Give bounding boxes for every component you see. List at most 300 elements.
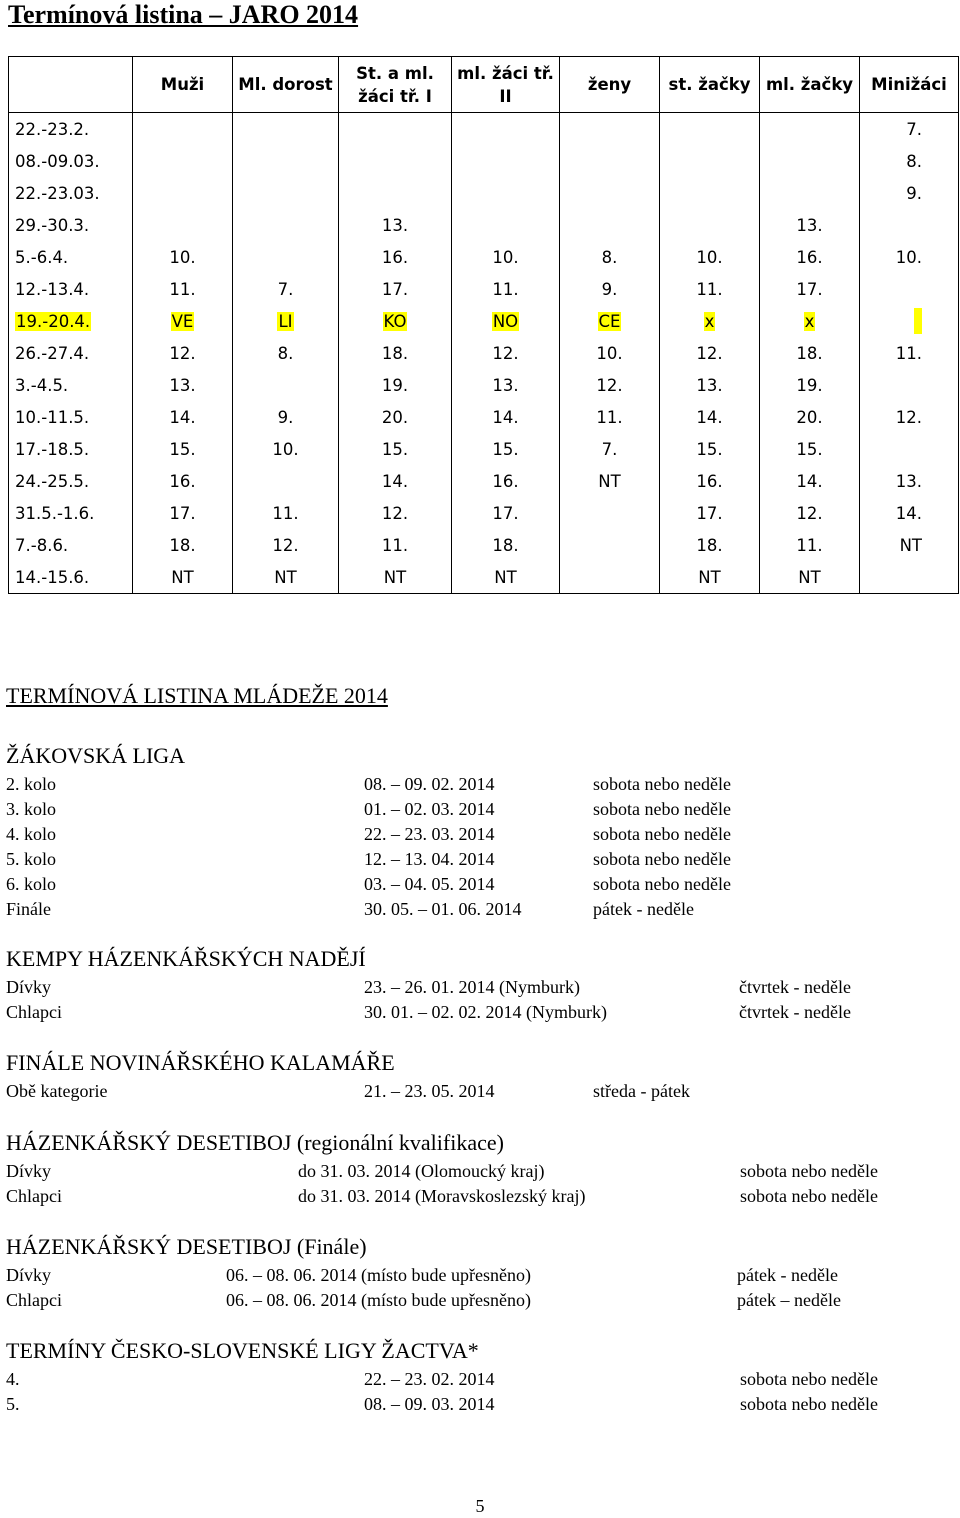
table-cell-text: 13. xyxy=(796,215,823,235)
table-cell-text: 20. xyxy=(796,407,823,427)
table-row xyxy=(9,497,959,529)
row-date xyxy=(9,337,133,369)
table-cell xyxy=(860,369,959,401)
column-header-date xyxy=(9,57,133,113)
table-cell-text: 18. xyxy=(381,343,409,363)
row-date-text: 7.-8.6. xyxy=(15,535,69,555)
table-cell xyxy=(339,561,452,594)
table-cell-text: 11. xyxy=(169,279,196,299)
page-title: Termínová listina – JARO 2014 xyxy=(8,0,359,29)
table-cell-text: 12. xyxy=(596,375,623,395)
table-cell xyxy=(133,369,233,401)
table-cell xyxy=(339,497,452,529)
item-days: sobota nebo neděle xyxy=(593,849,731,869)
table-cell xyxy=(860,561,959,594)
table-cell xyxy=(860,113,959,146)
row-date xyxy=(9,561,133,594)
table-cell-text: 7. xyxy=(906,119,922,139)
table-cell-text: 11. xyxy=(895,343,922,363)
item-label: Obě kategorie xyxy=(6,1081,108,1101)
table-cell xyxy=(339,241,452,273)
item-date: 01. – 02. 03. 2014 xyxy=(364,799,495,819)
table-cell xyxy=(760,305,860,337)
table-cell xyxy=(560,433,660,465)
row-date-text: 31.5.-1.6. xyxy=(15,503,95,523)
item-days: sobota nebo neděle xyxy=(593,824,731,844)
row-date xyxy=(9,465,133,497)
table-cell-text: 18. xyxy=(796,343,823,363)
table-cell-text: 14. xyxy=(492,407,519,427)
table-cell xyxy=(133,273,233,305)
table-cell-text: NT xyxy=(899,535,922,555)
table-cell-text: 8. xyxy=(906,151,922,171)
table-cell-text: 15. xyxy=(492,439,519,459)
table-cell xyxy=(760,273,860,305)
table-cell xyxy=(560,177,660,209)
table-cell-text: 10. xyxy=(895,247,922,267)
column-header: Ml. dorost xyxy=(233,57,339,113)
table-cell xyxy=(452,561,560,594)
table-cell-text: 14. xyxy=(895,503,922,523)
item-days: sobota nebo neděle xyxy=(593,874,731,894)
item-days: sobota nebo neděle xyxy=(740,1394,878,1414)
table-cell xyxy=(133,209,233,241)
item-date: 12. – 13. 04. 2014 xyxy=(364,849,495,869)
table-cell-text: 12. xyxy=(381,503,409,523)
table-cell-text: 11. xyxy=(492,279,519,299)
table-cell-text: 16. xyxy=(381,247,409,267)
row-date-text: 22.-23.03. xyxy=(15,183,100,203)
table-cell-text: 8. xyxy=(277,343,294,363)
table-cell xyxy=(233,337,339,369)
table-cell-text: 14. xyxy=(169,407,196,427)
table-cell-text: 12. xyxy=(796,503,823,523)
item-date: 08. – 09. 02. 2014 xyxy=(364,774,495,794)
table-cell xyxy=(452,273,560,305)
item-label: 5. kolo xyxy=(6,849,57,869)
row-date xyxy=(9,433,133,465)
table-cell xyxy=(660,433,760,465)
table-cell xyxy=(233,433,339,465)
column-header: Minižáci xyxy=(860,57,959,113)
table-cell xyxy=(560,529,660,561)
table-cell-text: 7. xyxy=(277,279,294,299)
table-cell xyxy=(339,465,452,497)
table-cell-text: 15. xyxy=(796,439,823,459)
zakovska-heading: ŽÁKOVSKÁ LIGA xyxy=(6,743,186,768)
table-cell-text: 11. xyxy=(272,503,299,523)
table-cell xyxy=(660,241,760,273)
table-cell-text: NT xyxy=(383,567,407,587)
item-days: pátek - neděle xyxy=(737,1265,838,1285)
column-header: st. žačky xyxy=(660,57,760,113)
table-cell xyxy=(339,337,452,369)
table-cell xyxy=(233,209,339,241)
table-cell-text: 16. xyxy=(492,471,519,491)
table-cell xyxy=(339,145,452,177)
table-cell xyxy=(233,241,339,273)
table-cell-text: KO xyxy=(383,311,407,331)
table-cell xyxy=(660,401,760,433)
table-cell-text: 13. xyxy=(492,375,519,395)
table-cell xyxy=(560,561,660,594)
item-days: sobota nebo neděle xyxy=(593,774,731,794)
table-cell xyxy=(452,113,560,146)
item-label: 5. xyxy=(6,1394,20,1414)
table-cell-text: 10. xyxy=(169,247,196,267)
table-cell xyxy=(760,433,860,465)
table-cell xyxy=(452,433,560,465)
table-row xyxy=(9,209,959,241)
table-cell xyxy=(233,401,339,433)
item-date: 30. 01. – 02. 02. 2014 (Nymburk) xyxy=(364,1002,607,1022)
table-cell xyxy=(860,209,959,241)
table-cell xyxy=(233,145,339,177)
item-date: 06. – 08. 06. 2014 (místo bude upřesněno) xyxy=(226,1265,531,1285)
table-cell-text: 15. xyxy=(381,439,409,459)
table-cell-text: 12. xyxy=(169,343,196,363)
table-cell xyxy=(860,241,959,273)
row-date-text: 22.-23.2. xyxy=(15,119,90,139)
table-cell xyxy=(660,305,760,337)
row-date xyxy=(9,529,133,561)
table-cell xyxy=(760,145,860,177)
table-cell xyxy=(133,145,233,177)
table-cell xyxy=(452,209,560,241)
table-cell-text: NT xyxy=(274,567,297,587)
table-cell xyxy=(760,209,860,241)
item-label: Dívky xyxy=(6,1161,51,1181)
table-cell-text: NT xyxy=(798,567,821,587)
item-days: čtvrtek - neděle xyxy=(739,977,851,997)
table-cell-text: 16. xyxy=(696,471,723,491)
table-row xyxy=(9,465,959,497)
table-cell xyxy=(660,177,760,209)
item-date: 03. – 04. 05. 2014 xyxy=(364,874,495,894)
item-label: 4. kolo xyxy=(6,824,57,844)
column-header: Muži xyxy=(133,57,233,113)
table-cell xyxy=(560,305,660,337)
table-cell-text: 10. xyxy=(492,247,519,267)
table-cell xyxy=(560,241,660,273)
table-cell-text: 10. xyxy=(696,247,723,267)
table-cell xyxy=(233,529,339,561)
table-cell xyxy=(133,337,233,369)
row-date xyxy=(9,145,133,177)
cs-liga-heading: TERMÍNY ČESKO-SLOVENSKÉ LIGY ŽACTVA* xyxy=(6,1338,479,1363)
table-cell xyxy=(452,241,560,273)
table-cell-text: 13. xyxy=(696,375,723,395)
item-date: 21. – 23. 05. 2014 xyxy=(364,1081,495,1101)
table-cell xyxy=(133,241,233,273)
table-cell xyxy=(860,433,959,465)
item-label: 3. kolo xyxy=(6,799,57,819)
table-cell xyxy=(660,369,760,401)
table-cell xyxy=(560,209,660,241)
table-cell xyxy=(660,465,760,497)
table-cell xyxy=(560,465,660,497)
table-cell-text: 9. xyxy=(906,183,922,203)
table-cell-text: x xyxy=(804,311,815,331)
table-cell xyxy=(560,369,660,401)
item-label: Chlapci xyxy=(6,1186,62,1206)
row-date xyxy=(9,113,133,146)
table-cell-text: NT xyxy=(171,567,194,587)
table-cell xyxy=(560,337,660,369)
row-date-text: 14.-15.6. xyxy=(15,567,90,587)
row-date-text: 17.-18.5. xyxy=(15,439,90,459)
row-date xyxy=(9,241,133,273)
item-days: čtvrtek - neděle xyxy=(739,1002,851,1022)
item-days: pátek - neděle xyxy=(593,899,694,919)
item-label: Chlapci xyxy=(6,1002,62,1022)
table-cell-text: 17. xyxy=(796,279,823,299)
table-row xyxy=(9,369,959,401)
table-row xyxy=(9,401,959,433)
table-cell-text: 13. xyxy=(169,375,196,395)
item-days: sobota nebo neděle xyxy=(740,1369,878,1389)
table-cell xyxy=(233,561,339,594)
table-cell-text: 17. xyxy=(381,279,409,299)
table-row xyxy=(9,113,959,146)
item-label: 2. kolo xyxy=(6,774,57,794)
item-label: Finále xyxy=(6,899,51,919)
table-cell-text: 15. xyxy=(696,439,723,459)
table-cell xyxy=(560,401,660,433)
desetiboj-final-heading: HÁZENKÁŘSKÝ DESETIBOJ (Finále) xyxy=(6,1234,367,1259)
table-cell-text: 18. xyxy=(492,535,519,555)
row-date-text: 29.-30.3. xyxy=(15,215,90,235)
column-header: ženy xyxy=(560,57,660,113)
table-cell xyxy=(133,401,233,433)
column-header: ml. žačky xyxy=(760,57,860,113)
table-cell xyxy=(660,529,760,561)
table-cell xyxy=(339,401,452,433)
row-date-text: 19.-20.4. xyxy=(16,311,91,331)
item-date: 30. 05. – 01. 06. 2014 xyxy=(364,899,522,919)
table-cell-text: 18. xyxy=(696,535,723,555)
table-cell xyxy=(339,273,452,305)
table-cell-text: NT xyxy=(698,567,721,587)
item-label: 4. xyxy=(6,1369,20,1389)
table-cell xyxy=(133,113,233,146)
table-cell-text: 19. xyxy=(796,375,823,395)
table-cell xyxy=(339,209,452,241)
item-date: 23. – 26. 01. 2014 (Nymburk) xyxy=(364,977,580,997)
table-cell xyxy=(860,177,959,209)
item-label: Dívky xyxy=(6,977,51,997)
item-date: 22. – 23. 03. 2014 xyxy=(364,824,495,844)
table-row xyxy=(9,305,959,337)
kempy-heading: KEMPY HÁZENKÁŘSKÝCH NADĚJÍ xyxy=(6,946,366,971)
table-cell xyxy=(760,401,860,433)
table-cell xyxy=(560,497,660,529)
schedule-table xyxy=(8,56,959,594)
table-cell-text: 19. xyxy=(381,375,409,395)
table-row xyxy=(9,177,959,209)
table-cell-text: x xyxy=(704,311,715,331)
table-cell xyxy=(452,401,560,433)
table-cell-text: 17. xyxy=(492,503,519,523)
table-cell xyxy=(339,369,452,401)
table-cell-text: 11. xyxy=(796,535,823,555)
table-cell xyxy=(860,465,959,497)
row-date-text: 08.-09.03. xyxy=(15,151,100,171)
table-cell xyxy=(452,177,560,209)
table-cell-text: LI xyxy=(278,311,293,331)
item-days: pátek – neděle xyxy=(737,1290,841,1310)
table-cell xyxy=(760,529,860,561)
table-header-row xyxy=(9,57,959,113)
table-cell-text: 16. xyxy=(796,247,823,267)
item-date: do 31. 03. 2014 (Moravskoslezský kraj) xyxy=(298,1186,586,1206)
table-cell xyxy=(760,241,860,273)
table-cell-text: 11. xyxy=(596,407,623,427)
item-label: Chlapci xyxy=(6,1290,62,1310)
table-cell xyxy=(133,433,233,465)
table-cell xyxy=(760,561,860,594)
table-cell xyxy=(560,145,660,177)
table-cell-text: 13. xyxy=(895,471,922,491)
table-cell-text: 20. xyxy=(381,407,409,427)
item-days: středa - pátek xyxy=(593,1081,690,1101)
item-days: sobota nebo neděle xyxy=(593,799,731,819)
table-cell xyxy=(760,369,860,401)
item-date: 06. – 08. 06. 2014 (místo bude upřesněno) xyxy=(226,1290,531,1310)
table-cell-text: 17. xyxy=(169,503,196,523)
page-number: 5 xyxy=(475,1496,485,1516)
row-date xyxy=(9,401,133,433)
table-cell xyxy=(560,113,660,146)
table-row xyxy=(9,241,959,273)
table-cell-text: 14. xyxy=(381,471,409,491)
item-date: do 31. 03. 2014 (Olomoucký kraj) xyxy=(298,1161,545,1181)
row-date xyxy=(9,497,133,529)
table-cell xyxy=(660,145,760,177)
table-cell-text: 12. xyxy=(492,343,519,363)
table-cell-text: 9. xyxy=(601,279,618,299)
item-label: 6. kolo xyxy=(6,874,57,894)
table-cell-text: 11. xyxy=(696,279,723,299)
table-cell-text: 10. xyxy=(596,343,623,363)
table-cell xyxy=(860,337,959,369)
table-cell xyxy=(339,113,452,146)
table-cell xyxy=(660,497,760,529)
table-cell xyxy=(452,369,560,401)
table-cell xyxy=(339,177,452,209)
table-cell-text: 10. xyxy=(272,439,299,459)
table-cell xyxy=(760,337,860,369)
table-row xyxy=(9,145,959,177)
table-cell xyxy=(860,529,959,561)
table-cell-text: 12. xyxy=(895,407,922,427)
table-cell-text: 14. xyxy=(696,407,723,427)
table-cell xyxy=(133,305,233,337)
table-cell-text: NO xyxy=(492,311,519,331)
table-cell xyxy=(133,529,233,561)
youth-title: TERMÍNOVÁ LISTINA MLÁDEŽE 2014 xyxy=(6,683,388,708)
table-cell xyxy=(660,113,760,146)
row-date-text: 12.-13.4. xyxy=(15,279,90,299)
table-row xyxy=(9,433,959,465)
table-cell xyxy=(339,529,452,561)
table-cell-text: VE xyxy=(171,311,194,331)
table-cell-text: 9. xyxy=(277,407,294,427)
highlight-mark xyxy=(914,308,922,334)
table-cell xyxy=(339,433,452,465)
column-header: St. a ml. žáci tř. I xyxy=(339,57,452,113)
table-cell-text: 18. xyxy=(169,535,196,555)
row-date xyxy=(9,305,133,337)
table-cell-text: 7. xyxy=(601,439,618,459)
table-cell xyxy=(233,113,339,146)
table-cell-text: 16. xyxy=(169,471,196,491)
table-cell xyxy=(660,337,760,369)
row-date xyxy=(9,273,133,305)
table-cell xyxy=(452,497,560,529)
table-cell xyxy=(660,273,760,305)
table-cell-text: 13. xyxy=(381,215,409,235)
table-cell xyxy=(233,305,339,337)
table-cell xyxy=(860,305,959,337)
table-cell xyxy=(452,465,560,497)
item-label: Dívky xyxy=(6,1265,51,1285)
table-row xyxy=(9,529,959,561)
table-cell xyxy=(233,497,339,529)
table-cell xyxy=(860,273,959,305)
item-date: 08. – 09. 03. 2014 xyxy=(364,1394,495,1414)
table-cell xyxy=(133,561,233,594)
table-cell xyxy=(133,497,233,529)
table-cell xyxy=(860,145,959,177)
table-cell-text: 11. xyxy=(381,535,409,555)
table-cell xyxy=(133,465,233,497)
desetiboj-regional-heading: HÁZENKÁŘSKÝ DESETIBOJ (regionální kvalifikace) xyxy=(6,1130,504,1155)
table-cell xyxy=(760,177,860,209)
row-date xyxy=(9,369,133,401)
table-cell-text: 8. xyxy=(601,247,618,267)
table-cell-text: 14. xyxy=(796,471,823,491)
table-cell-text: CE xyxy=(598,311,621,331)
table-cell xyxy=(339,305,452,337)
table-cell xyxy=(560,273,660,305)
table-cell xyxy=(860,401,959,433)
column-header: ml. žáci tř. II xyxy=(452,57,560,113)
item-days: sobota nebo neděle xyxy=(740,1186,878,1206)
row-date xyxy=(9,177,133,209)
table-cell xyxy=(133,177,233,209)
table-row xyxy=(9,561,959,594)
table-cell xyxy=(233,177,339,209)
table-cell xyxy=(760,497,860,529)
row-date-text: 24.-25.5. xyxy=(15,471,90,491)
table-cell xyxy=(860,497,959,529)
table-cell-text: NT xyxy=(494,567,517,587)
row-date-text: 5.-6.4. xyxy=(15,247,69,267)
kalamar-heading: FINÁLE NOVINÁŘSKÉHO KALAMÁŘE xyxy=(6,1050,395,1075)
table-cell-text: 15. xyxy=(169,439,196,459)
table-cell xyxy=(660,561,760,594)
row-date-text: 10.-11.5. xyxy=(15,407,90,427)
item-date: 22. – 23. 02. 2014 xyxy=(364,1369,495,1389)
table-cell xyxy=(452,145,560,177)
table-cell xyxy=(452,529,560,561)
table-cell xyxy=(452,337,560,369)
table-row xyxy=(9,337,959,369)
table-cell xyxy=(760,465,860,497)
item-days: sobota nebo neděle xyxy=(740,1161,878,1181)
table-cell-text: 12. xyxy=(272,535,299,555)
